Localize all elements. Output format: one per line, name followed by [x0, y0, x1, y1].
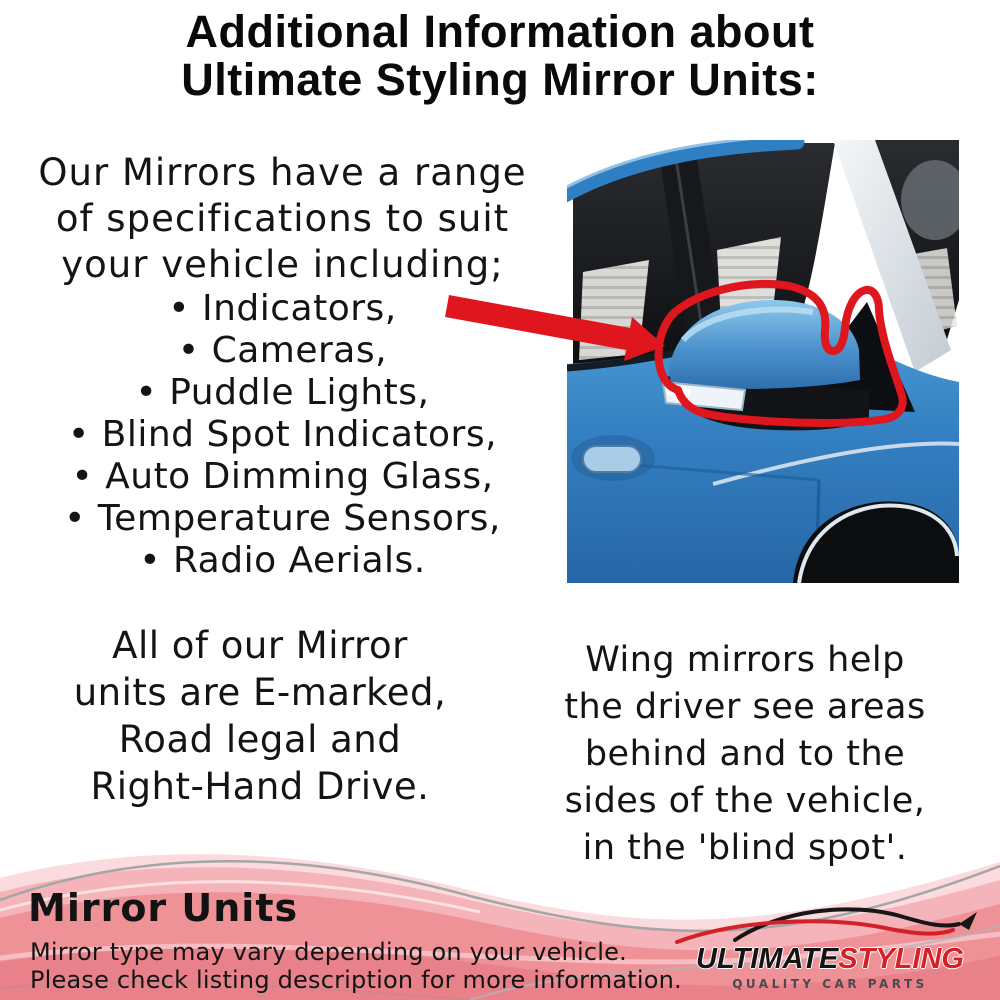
intro-line: of specifications to suit	[55, 197, 510, 240]
brand-name	[672, 944, 988, 974]
left-note	[0, 622, 520, 810]
page-title-line1: Additional Information about	[185, 6, 815, 57]
right-note-line: behind and to the	[584, 734, 906, 774]
left-note-line: Road legal and	[118, 718, 402, 761]
brand-name-styling: STYLING	[838, 943, 964, 975]
feature-item: • Radio Aerials.	[0, 540, 565, 582]
intro-line: Our Mirrors have a range	[38, 151, 527, 194]
right-note	[500, 637, 990, 872]
left-note-line: units are E-marked,	[73, 671, 447, 714]
right-note-line: the driver see areas	[564, 687, 926, 727]
page-title-line2: Ultimate Styling Mirror Units:	[181, 54, 819, 105]
page-title	[0, 8, 1000, 104]
feature-item: • Blind Spot Indicators,	[0, 414, 565, 456]
footer-banner	[0, 840, 1000, 1000]
feature-item: • Puddle Lights,	[0, 372, 565, 414]
feature-item: • Indicators,	[0, 288, 565, 330]
right-note-line: in the 'blind spot'.	[582, 828, 908, 868]
red-arrow-icon	[430, 285, 680, 375]
car-swoosh-icon	[675, 898, 985, 944]
feature-item: • Auto Dimming Glass,	[0, 456, 565, 498]
feature-item: • Temperature Sensors,	[0, 498, 565, 540]
intro-paragraph	[0, 150, 565, 288]
left-note-line: All of our Mirror	[112, 624, 408, 667]
footer-heading: Mirror Units	[28, 886, 299, 930]
right-note-line: sides of the vehicle,	[564, 781, 926, 821]
feature-item: • Cameras,	[0, 330, 565, 372]
footer-disclaimer-line2: Please check listing description for more information.	[30, 966, 682, 994]
right-note-line: Wing mirrors help	[585, 640, 905, 680]
brand-name-ultimate: ULTIMATE	[696, 943, 839, 975]
brand-tagline: QUALITY CAR PARTS	[732, 977, 928, 991]
brand-logo	[672, 898, 988, 991]
intro-line: your vehicle including;	[61, 243, 504, 286]
footer-disclaimer-line1: Mirror type may vary depending on your vehicle.	[30, 938, 627, 966]
left-note-line: Right-Hand Drive.	[90, 765, 430, 808]
